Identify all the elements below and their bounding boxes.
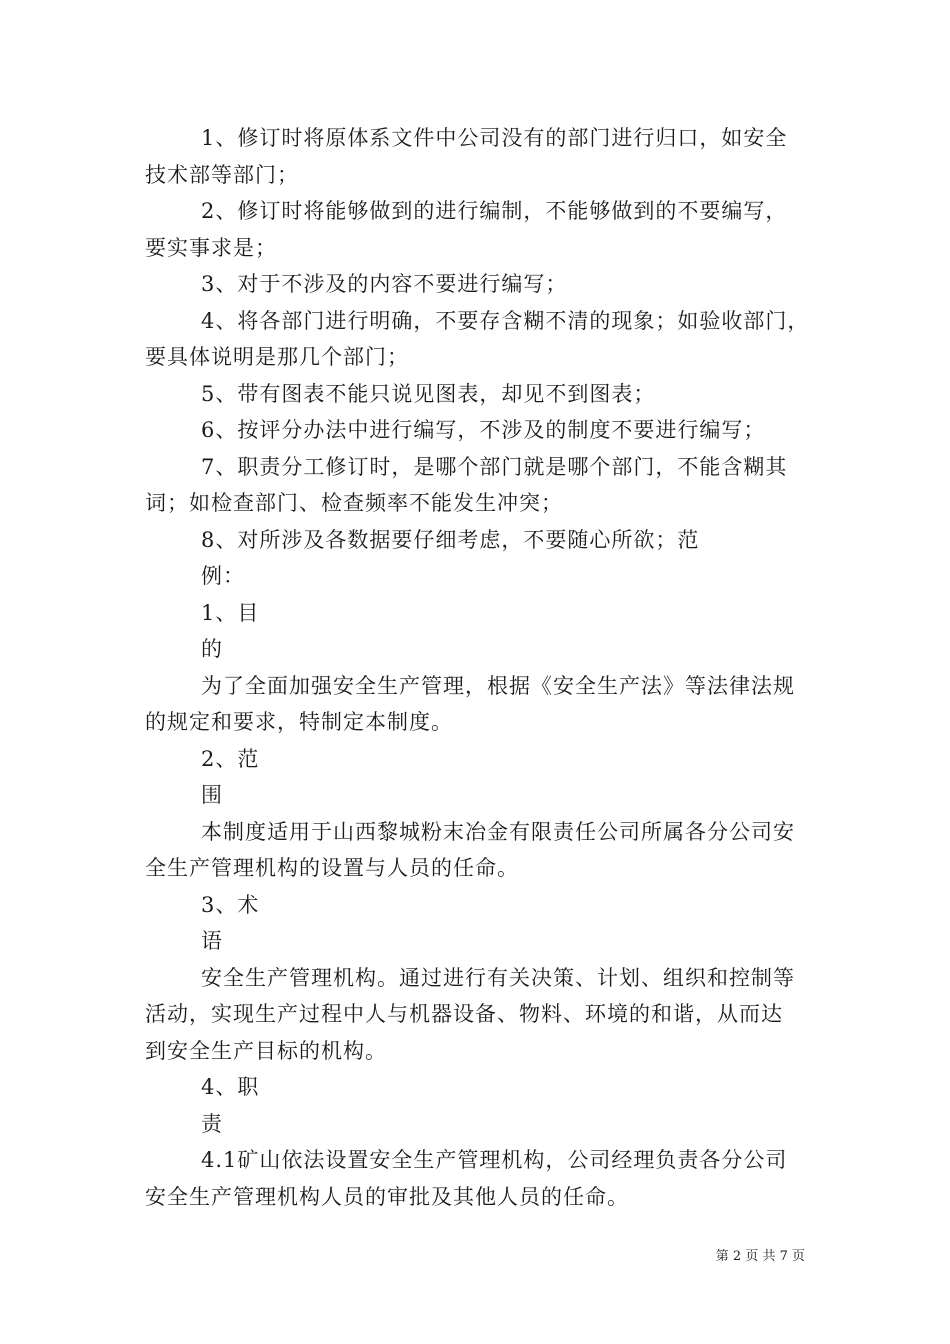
text-line: 的规定和要求，特制定本制度。: [145, 710, 453, 734]
section-heading: 的: [201, 637, 223, 661]
text-line: 安全生产管理机构。通过进行有关决策、计划、组织和控制等: [201, 966, 795, 990]
text-line: 安全生产管理机构人员的审批及其他人员的任命。: [145, 1185, 629, 1209]
section-heading: 4、职: [201, 1075, 260, 1099]
text-line: 2、修订时将能够做到的进行编制，不能够做到的不要编写，: [201, 199, 788, 223]
section-heading: 2、范: [201, 747, 260, 771]
text-line: 5、带有图表不能只说见图表，却见不到图表；: [201, 382, 656, 406]
text-line: 1、修订时将原体系文件中公司没有的部门进行归口，如安全: [201, 126, 788, 150]
text-line: 活动，实现生产过程中人与机器设备、物料、环境的和谐，从而达: [145, 1002, 783, 1026]
text-line: 到安全生产目标的机构。: [145, 1039, 387, 1063]
section-heading: 责: [201, 1112, 223, 1136]
text-line: 技术部等部门；: [145, 163, 299, 187]
text-line: 6、按评分办法中进行编写，不涉及的制度不要进行编写；: [201, 418, 766, 442]
text-line: 例：: [201, 564, 245, 588]
text-line: 全生产管理机构的设置与人员的任命。: [145, 856, 519, 880]
page-number: 第 2 页 共 7 页: [715, 1249, 805, 1264]
section-heading: 1、目: [201, 601, 260, 625]
text-line: 要实事求是；: [145, 236, 277, 260]
text-line: 3、对于不涉及的内容不要进行编写；: [201, 272, 568, 296]
text-line: 4.1矿山依法设置安全生产管理机构，公司经理负责各分公司: [201, 1148, 788, 1172]
section-heading: 语: [201, 929, 223, 953]
section-heading: 围: [201, 783, 223, 807]
text-line: 要具体说明是那几个部门；: [145, 345, 409, 369]
text-line: 8、对所涉及各数据要仔细考虑，不要随心所欲；范: [201, 528, 700, 552]
text-line: 词；如检查部门、检查频率不能发生冲突；: [145, 491, 563, 515]
text-line: 本制度适用于山西黎城粉末冶金有限责任公司所属各分公司安: [201, 820, 795, 844]
section-heading: 3、术: [201, 893, 260, 917]
text-line: 4、将各部门进行明确，不要存含糊不清的现象；如验收部门，: [201, 309, 810, 333]
text-line: 为了全面加强安全生产管理，根据《安全生产法》等法律法规: [201, 674, 795, 698]
text-line: 7、职责分工修订时，是哪个部门就是哪个部门，不能含糊其: [201, 455, 788, 479]
